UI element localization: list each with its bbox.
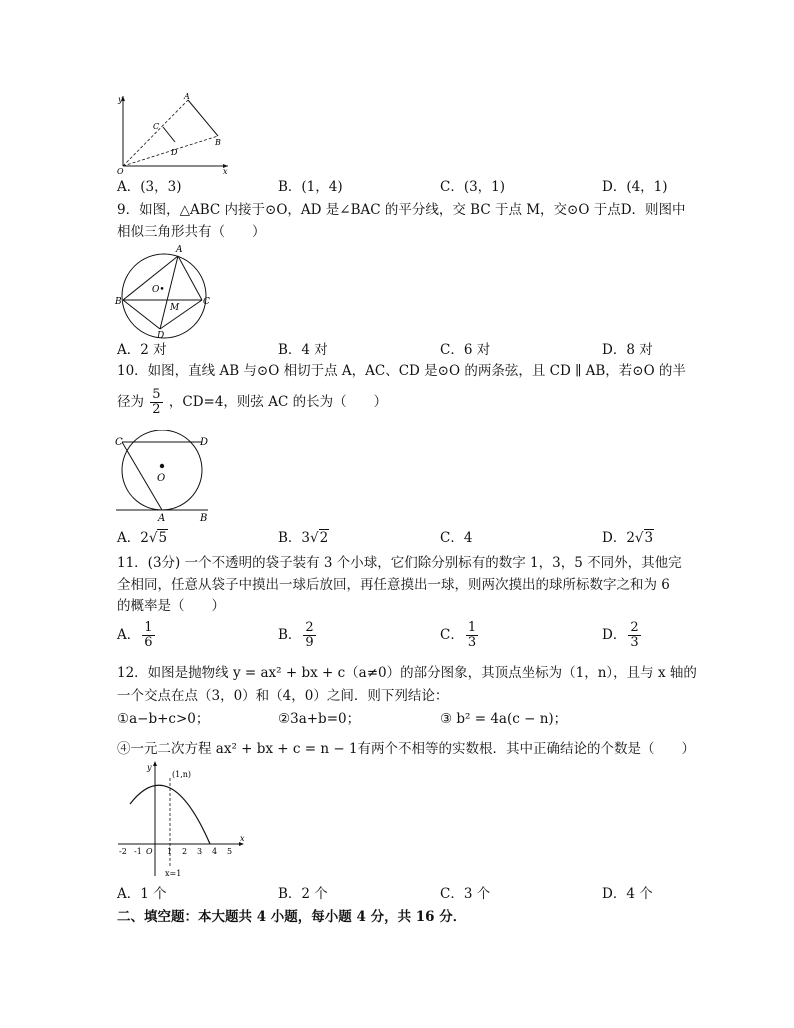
q8-label-y: y	[118, 95, 123, 104]
q9-label-b: B	[115, 297, 122, 307]
q12-tick-3: 3	[197, 847, 203, 856]
q12-label-axis: x=1	[165, 869, 182, 878]
q10-stem-line2	[117, 384, 387, 420]
q9-option-b[interactable]: B．4 对	[278, 342, 328, 358]
q12-conclusion-2: ②3a+b=0；	[278, 711, 361, 727]
q11-option-b[interactable]	[278, 618, 318, 652]
q9-figure	[114, 241, 214, 339]
q12-tick-5: 5	[227, 847, 233, 856]
q12-option-b[interactable]: B．2 个	[278, 886, 328, 902]
q10-label-d: D	[200, 437, 209, 448]
q11-option-a[interactable]	[117, 618, 157, 652]
q8-label-b: B	[215, 138, 221, 147]
q9-label-c: C	[203, 297, 210, 307]
q12-label-vertex: (1,n)	[172, 770, 192, 779]
q10-option-a[interactable]: A．2√5	[117, 530, 168, 546]
q9-label-o: O•	[152, 285, 165, 295]
q8-figure	[116, 92, 232, 176]
q12-option-c[interactable]: C．3 个	[440, 886, 491, 902]
q8-option-a[interactable]: A．(3，3)	[117, 179, 182, 195]
q12-label-x: x	[240, 834, 245, 843]
q8-label-x: x	[223, 167, 228, 176]
q9-stem-line2: 相似三角形共有（ ）	[117, 224, 266, 240]
q11-option-d-label: D．	[602, 627, 627, 643]
q9-option-c[interactable]: C．6 对	[440, 342, 491, 358]
q10-label-o: O	[157, 473, 166, 484]
q8-label-d: D	[171, 148, 178, 157]
q10-figure	[112, 430, 216, 524]
q9-stem-line1: 9．如图，△ABC 内接于⊙O，AD 是∠BAC 的平分线，交 BC 于点 M，交⊙O 于点D．则图中	[117, 202, 686, 218]
q8-label-o: O	[117, 167, 124, 176]
q9-label-d: D	[157, 331, 165, 339]
q9-label-a: A	[176, 245, 183, 255]
q12-conclusion-3: ③ b² = 4a(c − n)；	[440, 711, 568, 727]
q12-tick-2: 2	[182, 847, 188, 856]
q12-conclusion-4: ④一元二次方程 ax² + bx + c = n − 1有两个不相等的实数根．其中正确结论的个数是（ ）	[117, 741, 696, 757]
q11-option-c-num: 1	[467, 620, 477, 635]
q10-option-c-value: C．4	[440, 530, 473, 546]
q11-option-a-num: 1	[144, 620, 153, 635]
q8-label-a: A	[184, 92, 190, 101]
q12-tick-origin: O	[146, 847, 153, 856]
q8-option-b[interactable]: B．(1，4)	[278, 179, 343, 195]
q11-option-c[interactable]	[440, 618, 480, 652]
q9-label-m: M	[170, 303, 180, 313]
q11-stem-line1: 11．(3分) 一个不透明的袋子装有 3 个小球，它们除分别标有的数字 1，3，5 不同外，其他完	[117, 555, 682, 571]
q12-tick-neg2: -2	[119, 847, 127, 856]
q10-label-b: B	[200, 513, 208, 524]
q11-stem-line3: 的概率是（ ）	[117, 598, 225, 614]
q10-label-c: C	[115, 437, 123, 448]
q10-option-d-coef: D．2	[602, 530, 635, 546]
q11-option-d-den: 3	[630, 635, 639, 650]
q12-label-y: y	[147, 763, 152, 772]
q11-option-b-label: B．	[278, 627, 302, 643]
q9-option-d[interactable]: D．8 对	[602, 342, 653, 358]
q10-frac-den: 2	[152, 402, 161, 417]
q10-option-b-coef: B．3	[278, 530, 311, 546]
q12-option-d[interactable]: D．4 个	[602, 886, 653, 902]
q11-option-b-num: 2	[305, 620, 314, 635]
q12-option-a[interactable]: A．1 个	[117, 886, 167, 902]
q12-stem-line1: 12．如图是抛物线 y = ax² + bx + c（a≠0）的部分图象，其顶点坐标为（1，n），且与 x 轴的	[117, 665, 697, 681]
q10-option-d-radicand: 3	[644, 530, 654, 546]
q12-figure	[114, 758, 248, 880]
q12-stem-line2: 一个交点在点（3，0）和（4，0）之间．则下列结论：	[117, 688, 449, 704]
q12-conclusion-1: ①a−b+c>0；	[117, 711, 210, 727]
q12-tick-neg1: -1	[134, 847, 142, 856]
q10-option-b-radicand: 2	[319, 530, 329, 546]
q10-option-a-coef: A．2	[117, 530, 149, 546]
q10-stem-post: ，CD=4，则弦 AC 的长为（ ）	[168, 394, 388, 410]
q10-stem-line1: 10．如图，直线 AB 与⊙O 相切于点 A，AC、CD 是⊙O 的两条弦，且 CD ∥ AB，若⊙O 的半	[117, 363, 686, 379]
q12-tick-1: 1	[167, 847, 173, 856]
q8-label-c: C	[153, 122, 160, 131]
q11-option-a-label: A．	[117, 627, 141, 643]
q11-stem-line2: 全相同，任意从袋子中摸出一球后放回，再任意摸出一球，则两次摸出的球所标数字之和为 6	[117, 577, 670, 593]
q11-option-c-den: 3	[467, 635, 477, 650]
section-2-heading: 二、填空题：本大题共 4 小题，每小题 4 分，共 16 分．	[117, 909, 467, 925]
q10-stem-pre: 径为	[117, 394, 144, 410]
q11-option-b-den: 9	[305, 635, 314, 650]
q10-option-b[interactable]: B．3√2	[278, 530, 329, 546]
q11-option-a-den: 6	[144, 635, 153, 650]
q10-label-a: A	[158, 513, 166, 524]
q10-frac-num: 5	[152, 387, 161, 402]
q12-tick-4: 4	[212, 847, 218, 856]
q8-option-c[interactable]: C．(3，1)	[440, 179, 506, 195]
q11-option-c-label: C．	[440, 627, 464, 643]
q10-radius-fraction	[150, 388, 162, 417]
q11-option-d-num: 2	[630, 620, 639, 635]
q10-option-a-radicand: 5	[158, 530, 168, 546]
q9-option-a[interactable]: A．2 对	[117, 342, 167, 358]
q10-option-d[interactable]: D．2√3	[602, 530, 654, 546]
q8-option-d[interactable]: D．(4，1)	[602, 179, 668, 195]
q11-option-d[interactable]	[602, 618, 643, 652]
q10-option-c[interactable]	[440, 529, 472, 547]
